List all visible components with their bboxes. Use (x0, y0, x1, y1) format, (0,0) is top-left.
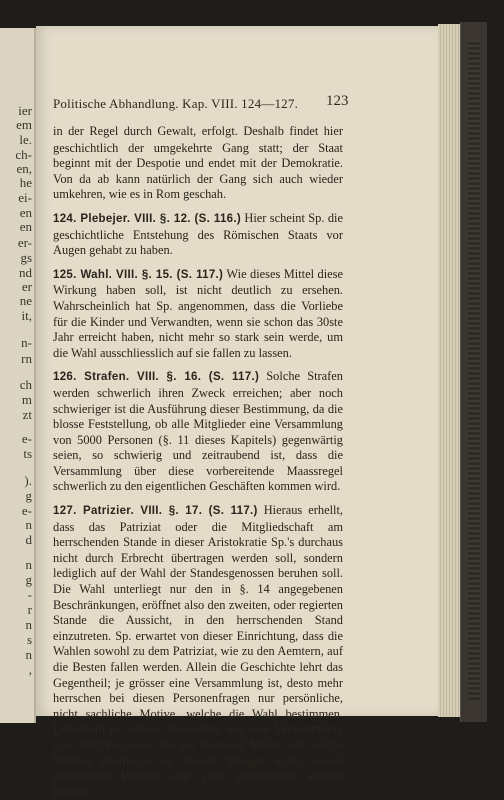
left-page-fragment: ch (19, 377, 32, 392)
left-page-fragment: r (27, 602, 32, 617)
left-page-fragment: it, (21, 308, 32, 323)
left-page-fragment: em (16, 117, 32, 132)
note-heading: 125. Wahl. VIII. §. 15. (S. 117.) (53, 268, 224, 281)
left-page-fragment: g (25, 572, 32, 587)
left-page-fragment: s (26, 632, 32, 647)
paragraph (53, 124, 343, 203)
paragraph-text: Wie dieses Mittel diese Wirkung haben soll, ist nicht deutlich zu ersehen. Wahrscheinlich hat Sp. angenommen, dass die Vorliebe für die Kinder und Verwandten, wenn sie schon das 30ste Jahr erreicht haben, nicht mehr so stark sein werde, um die Wahl ausschliesslich auf sie fallen zu lassen. (53, 266, 343, 360)
paragraph (53, 369, 343, 495)
page-number: 123 (326, 93, 349, 109)
left-page-fragment: ts (23, 446, 32, 461)
left-page-edge (0, 28, 36, 723)
left-page-fragment: ne (19, 293, 32, 308)
note-heading: 127. Patrizier. VIII. §. 17. (S. 117.) (53, 505, 258, 518)
left-page-fragment: en (19, 205, 32, 220)
page-body (53, 124, 343, 800)
left-page-fragment: d (25, 532, 32, 547)
left-page-fragment: ier (18, 103, 32, 118)
note-heading: 124. Plebejer. VIII. §. 12. (S. 116.) (53, 212, 242, 225)
paragraph (53, 267, 343, 362)
left-page-fragment: er- (17, 235, 32, 250)
paragraph-text: Hier scheint Sp. die geschichtliche Entstehung des Römischen Staats vor Augen gehabt zu haben. (53, 210, 344, 258)
left-page-fragment: n (25, 617, 32, 632)
paragraph-text: Solche Strafen werden schwerlich ihren Zweck erreichen; aber noch schwieriger ist die Ausführung dieser Bestimmung, da die blosse Feststellung, ob alle Mitglieder eine Versammlung von 5000 Personen (§. 11 dieses Kapitels) gegenwärtig seien, so schwierig und zeitraubend ist, dass die Versammlung über diese vorbereitende Maassregel schwerlich zu den eigentlichen Geschäften kommen wird. (53, 369, 343, 494)
left-page-fragment: m (21, 392, 32, 407)
paragraph (53, 211, 343, 259)
left-page-fragment: rn (21, 351, 32, 366)
running-header: Politische Abhandlung. Kap. VIII. 124—127. (53, 96, 299, 111)
note-heading: 126. Strafen. VIII. §. 16. (S. 117.) (53, 371, 260, 384)
paragraph-text: Hieraus erhellt, dass das Patriziat oder die Mitgliedschaft am herrschenden Stande in dieser Aristokratie Sp.'s durchaus nicht durch Erbrecht übertragen werden soll, sondern lediglich auf der Wahl der Standesgenossen beruhen soll. Die Wahl unterliegt nur den in §. 14 angegebenen Beschränkungen, eröffnet also den zweiten, oder regierten Stande die Aussicht, in den herrschenden Stand einzutreten. Sp. erwartet von dieser Einrichtung, dass die Wahlen sowohl zu dem Patriziat, wie zu den Aemtern, auf die Besten fallen werden. Allein die Geschichte lehrt das Gegentheil; je grösser eine Versammlung ist, desto mehr herrschen bei diesen Personenfragen nur persönliche, nicht sachliche Motive, welche die Wahl bestimmen. Ueberdem ist schwer abzusehen, wie eine Versammlung von 5000 Personen, bei der Niemand fehlen soll, solche Wahlen überhaupt zu Stande bringen kann, zumal dergleichen Wahlen sehr viele vorkommen werden können. (53, 503, 343, 799)
left-page-fragment: g (25, 488, 32, 503)
paragraph-text: in der Regel durch Gewalt, erfolgt. Deshalb findet hier geschichtlich der umgekehrte Gang statt; der Staat beginnt mit der Despotie und endet mit der Demokratie. Von da ab kann natürlich der Gang sich auch wieder umkehren, wie es in Rom geschah. (53, 124, 343, 202)
left-page-fragment: ch- (15, 147, 32, 162)
left-page-fragment: en, (16, 161, 32, 176)
left-page-fragment: le. (19, 132, 32, 147)
left-page-fragment: n (25, 557, 32, 572)
left-page-fragment: n (25, 647, 32, 662)
left-page-fragment: e- (21, 503, 32, 518)
left-page-fragment: - (27, 587, 32, 602)
left-page-fragment: , (28, 662, 32, 677)
left-page-fragment: gs (20, 250, 32, 265)
page-edges (438, 24, 460, 717)
left-page-fragment: n (25, 517, 32, 532)
paragraph (53, 503, 343, 800)
left-page-fragment: en (19, 219, 32, 234)
left-page-fragment: he (19, 175, 32, 190)
left-page-fragment: ei- (18, 190, 32, 205)
left-page-fragment: zt (22, 407, 32, 422)
left-page-fragment: e- (21, 431, 32, 446)
left-page-fragment: ). (24, 473, 32, 488)
left-page-fragment: nd (19, 265, 32, 280)
left-page-fragment: n- (21, 335, 32, 350)
cover-texture (468, 40, 480, 700)
left-page-fragment: er (21, 279, 32, 294)
